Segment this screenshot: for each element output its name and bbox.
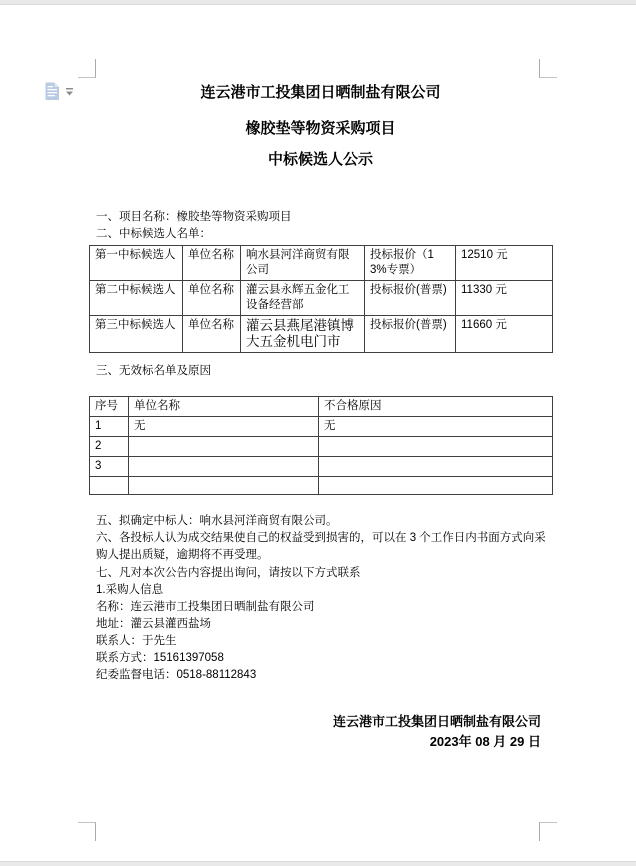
section-3-invalid-heading: 三、无效标名单及原因 <box>96 365 211 377</box>
candidate-field-label: 单位名称 <box>183 246 241 281</box>
section-6-objection: 六、各投标人认为成交结果使自己的权益受到损害的，可以在 3 个工作日内书面方式向采购人提出质疑，逾期将不再受理。 <box>96 532 546 561</box>
signature-date: 2023年 08 月 29 日 <box>429 734 541 749</box>
candidate-rank: 第二中标候选人 <box>90 281 183 316</box>
cell-company: 无 <box>129 417 319 437</box>
invalid-row-2 <box>90 437 553 457</box>
candidate-company: 灌云县永辉五金化工设备经营部 <box>241 281 365 316</box>
candidates-table <box>89 245 553 353</box>
candidates-row-3 <box>90 316 553 353</box>
section-2-candidates-heading: 二、中标候选人名单： <box>96 228 211 240</box>
cell-index: 1 <box>90 417 129 437</box>
invalid-row-1 <box>90 417 553 437</box>
margin-mark-top-right <box>539 59 557 78</box>
contact-phone: 联系方式：15161397058 <box>96 652 224 664</box>
signature-company: 连云港市工投集团日晒制盐有限公司 <box>332 714 541 729</box>
candidates-row-2 <box>90 281 553 316</box>
section-1-project-name: 一、项目名称：橡胶垫等物资采购项目 <box>96 211 292 223</box>
candidate-field-label: 单位名称 <box>183 316 241 353</box>
candidate-price-label: 投标报价(普票) <box>365 281 456 316</box>
page-gap-top <box>0 0 636 5</box>
cell-company <box>129 477 319 495</box>
cell-index: 2 <box>90 437 129 457</box>
contact-name: 名称：连云港市工投集团日晒制盐有限公司 <box>96 601 315 613</box>
candidate-company: 灌云县燕尾港镇博大五金机电门市 <box>241 316 365 353</box>
cell-index <box>90 477 129 495</box>
doc-title-company: 连云港市工投集团日晒制盐有限公司 <box>200 84 441 101</box>
candidate-rank: 第三中标候选人 <box>90 316 183 353</box>
purchaser-info-heading: 1.采购人信息 <box>96 584 164 596</box>
cell-reason: 无 <box>319 417 553 437</box>
doc-title-notice: 中标候选人公示 <box>267 151 373 168</box>
cell-reason <box>319 437 553 457</box>
doc-title-project: 橡胶垫等物资采购项目 <box>245 120 396 137</box>
col-header-index: 序号 <box>90 397 129 417</box>
signature-block <box>96 712 541 752</box>
candidate-company: 响水县河洋商贸有限公司 <box>241 246 365 281</box>
candidate-price: 11660 元 <box>456 316 553 353</box>
section-5-winner: 五、拟确定中标人：响水县河洋商贸有限公司。 <box>96 515 338 527</box>
cell-company <box>129 457 319 477</box>
col-header-reason: 不合格原因 <box>319 397 553 417</box>
candidate-rank: 第一中标候选人 <box>90 246 183 281</box>
chevron-down-icon[interactable] <box>66 88 73 96</box>
margin-mark-bottom-left <box>78 822 96 841</box>
candidate-field-label: 单位名称 <box>183 281 241 316</box>
invalid-header-row <box>90 397 553 417</box>
cell-reason <box>319 457 553 477</box>
cell-reason <box>319 477 553 495</box>
col-header-company: 单位名称 <box>129 397 319 417</box>
section-7-inquiry: 七、凡对本次公告内容提出询问，请按以下方式联系 <box>96 567 361 579</box>
contact-supervision-phone: 纪委监督电话：0518-88112843 <box>96 669 257 681</box>
contact-person: 联系人：于先生 <box>96 635 177 647</box>
page-gap-bottom <box>0 861 636 866</box>
paste-options-button[interactable] <box>44 81 76 103</box>
candidates-row-1 <box>90 246 553 281</box>
candidate-price-label: 投标报价(普票) <box>365 316 456 353</box>
cell-company <box>129 437 319 457</box>
invalid-bids-table <box>89 396 553 495</box>
margin-mark-bottom-right <box>539 822 557 841</box>
contact-address: 地址：灌云县灌西盐场 <box>96 618 211 630</box>
cell-index: 3 <box>90 457 129 477</box>
candidate-price-label: 投标报价（13%专票） <box>365 246 456 281</box>
clipboard-icon <box>46 83 60 101</box>
margin-mark-top-left <box>78 59 96 78</box>
invalid-row-3 <box>90 457 553 477</box>
candidate-price: 12510 元 <box>456 246 553 281</box>
invalid-row-4 <box>90 477 553 495</box>
candidate-price: 11330 元 <box>456 281 553 316</box>
